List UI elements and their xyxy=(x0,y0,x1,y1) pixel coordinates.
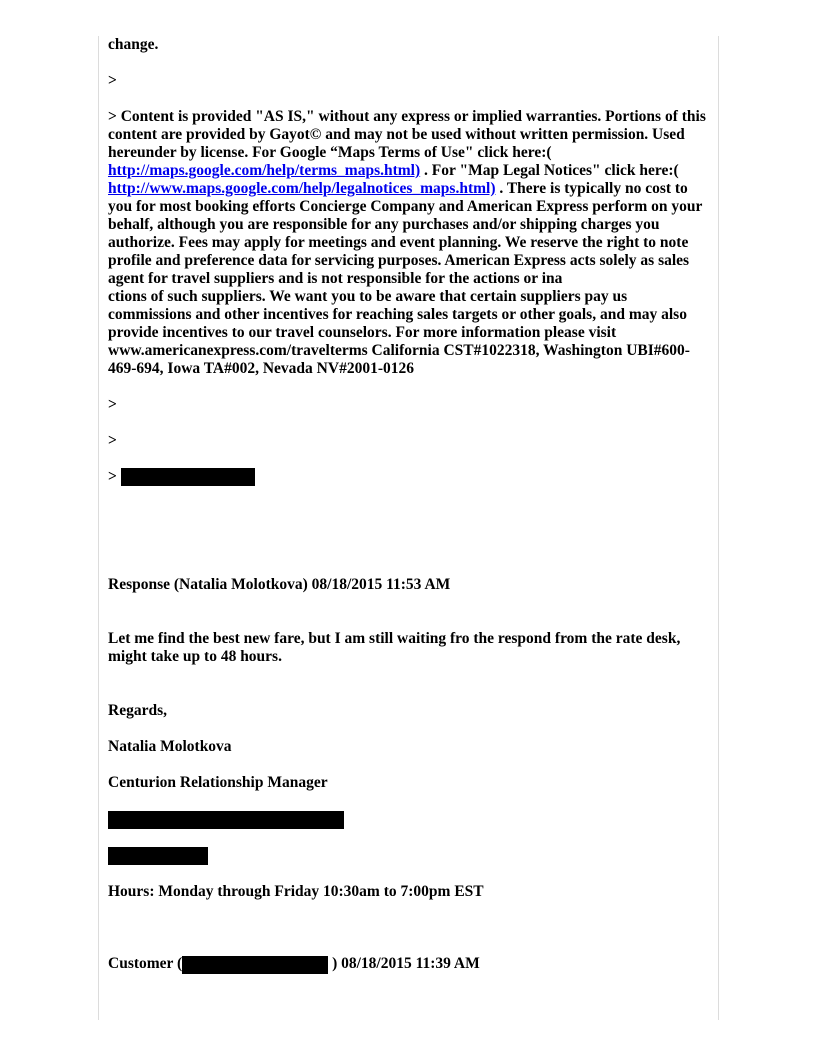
redaction-block xyxy=(108,811,344,829)
customer-prefix: Customer ( xyxy=(108,955,183,973)
response-header: Response (Natalia Molotkova) 08/18/2015 11:53 AM xyxy=(108,576,451,594)
response-body: Let me find the best new fare, but I am still waiting fro the respond from the rate desk, might take up to 48 hours. xyxy=(108,630,681,666)
signature-title: Centurion Relationship Manager xyxy=(108,774,328,792)
disclaimer-text-2: . For "Map Legal Notices" click here:( xyxy=(420,162,679,179)
email-thread-body xyxy=(108,36,708,974)
quote-marker: > xyxy=(108,468,117,485)
page-border-left xyxy=(98,36,99,1020)
page-border-right xyxy=(718,36,719,1020)
terms-maps-link[interactable]: http://maps.google.com/help/terms_maps.html) xyxy=(108,162,421,179)
legal-notices-link[interactable]: http://www.maps.google.com/help/legalnotices_maps.html) xyxy=(108,180,496,197)
quote-marker: > xyxy=(108,72,117,89)
disclaimer-paragraph xyxy=(108,108,708,378)
disclaimer-text-3: . There is typically no cost to you for most booking efforts Concierge Company and American Express perform on your behalf, although you are responsible for any purchases and/or shipping charges you authorize. Fees may apply for meetings and event planning. We reserve the right to note profile and preference data for servicing purposes. American Express acts solely as sales agent for travel suppliers and is not responsible for the actions or ina xyxy=(108,180,703,287)
regards: Regards, xyxy=(108,702,167,720)
trailing-word: change. xyxy=(108,36,159,53)
hours: Hours: Monday through Friday 10:30am to 7:00pm EST xyxy=(108,883,484,901)
disclaimer-text-1: > Content is provided "AS IS," without any express or implied warranties. Portions of this content are provided by Gayot© and may not be used without written permission. Used hereunder by license. For Google “Maps Terms of Use" click here:( xyxy=(108,108,706,161)
redacted-contact xyxy=(108,810,708,828)
redaction-block xyxy=(121,468,255,486)
redaction-block xyxy=(182,956,328,974)
redacted-phone xyxy=(108,847,708,865)
quote-marker: > xyxy=(108,396,117,413)
signature-name: Natalia Molotkova xyxy=(108,738,232,756)
customer-header xyxy=(108,955,708,973)
quote-marker-redacted xyxy=(108,468,708,486)
quote-marker: > xyxy=(108,432,117,449)
redaction-block xyxy=(108,847,208,865)
customer-suffix: ) 08/18/2015 11:39 AM xyxy=(328,955,480,973)
disclaimer-text-4: ctions of such suppliers. We want you to be aware that certain suppliers pay us commissions and other incentives for reaching sales targets or other goals, and may also provide incentives to our travel counselors. For more information please visit www.americanexpress.com/travelterms California CST#1022318, Washington UBI#600-469-694, Iowa TA#002, Nevada NV#2001-0126 xyxy=(108,288,690,377)
